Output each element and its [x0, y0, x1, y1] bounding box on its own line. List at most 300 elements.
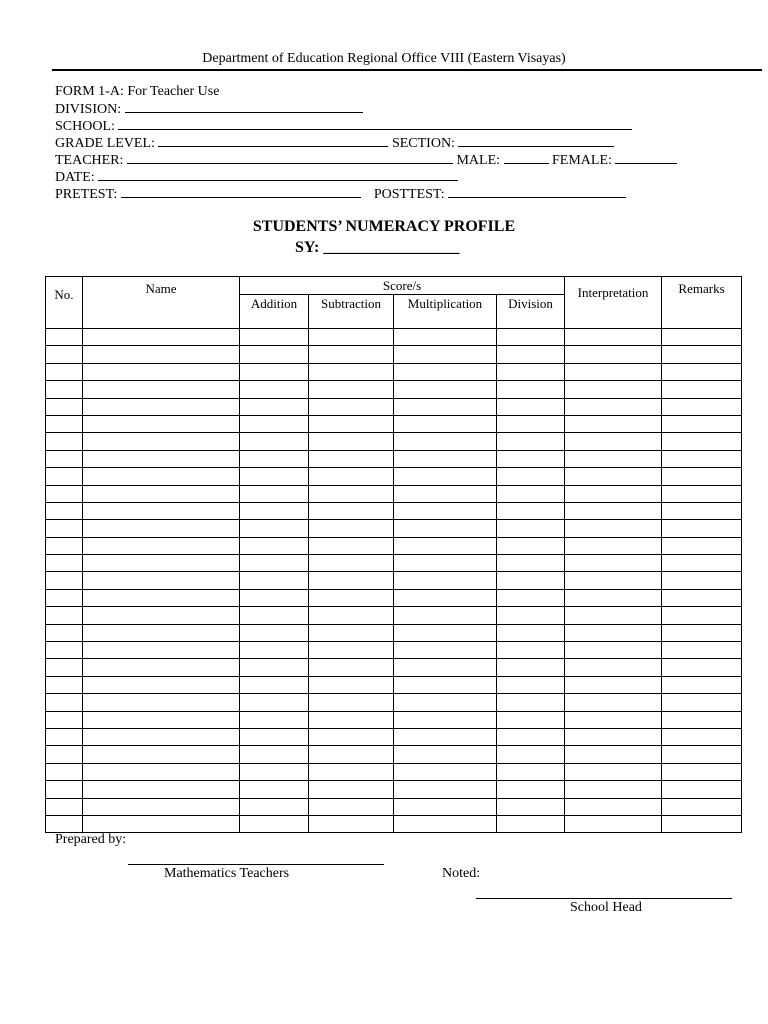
- table-cell[interactable]: [83, 676, 240, 693]
- table-cell[interactable]: [497, 624, 565, 641]
- table-cell[interactable]: [46, 624, 83, 641]
- table-row: [46, 415, 742, 432]
- table-row: [46, 763, 742, 780]
- table-cell[interactable]: [46, 728, 83, 745]
- table-cell[interactable]: [46, 815, 83, 832]
- table-cell[interactable]: [565, 381, 662, 398]
- table-cell[interactable]: [46, 607, 83, 624]
- col-header-addition: Addition: [240, 295, 309, 329]
- table-row: [46, 485, 742, 502]
- table-cell[interactable]: [309, 520, 394, 537]
- table-cell[interactable]: [565, 694, 662, 711]
- table-cell[interactable]: [565, 589, 662, 606]
- table-row: [46, 468, 742, 485]
- table-cell[interactable]: [497, 659, 565, 676]
- table-cell[interactable]: [83, 433, 240, 450]
- table-cell[interactable]: [240, 694, 309, 711]
- table-cell[interactable]: [497, 676, 565, 693]
- table-cell[interactable]: [662, 589, 742, 606]
- test-field: [55, 185, 626, 203]
- table-cell[interactable]: [309, 329, 394, 346]
- table-cell[interactable]: [565, 815, 662, 832]
- table-row: [46, 798, 742, 815]
- table-cell[interactable]: [240, 711, 309, 728]
- grade-label: GRADE LEVEL:: [55, 136, 155, 151]
- table-cell[interactable]: [46, 694, 83, 711]
- table-cell[interactable]: [240, 381, 309, 398]
- table-row: [46, 815, 742, 832]
- table-cell[interactable]: [565, 781, 662, 798]
- table-cell[interactable]: [662, 520, 742, 537]
- table-cell[interactable]: [83, 468, 240, 485]
- table-cell[interactable]: [240, 363, 309, 380]
- table-cell[interactable]: [309, 589, 394, 606]
- table-cell[interactable]: [309, 555, 394, 572]
- table-cell[interactable]: [662, 815, 742, 832]
- table-cell[interactable]: [83, 642, 240, 659]
- table-cell[interactable]: [394, 694, 497, 711]
- table-cell[interactable]: [394, 728, 497, 745]
- table-cell[interactable]: [309, 676, 394, 693]
- table-cell[interactable]: [309, 763, 394, 780]
- table-cell[interactable]: [565, 346, 662, 363]
- table-cell[interactable]: [565, 520, 662, 537]
- table-row: [46, 381, 742, 398]
- table-cell[interactable]: [662, 781, 742, 798]
- table-cell[interactable]: [394, 676, 497, 693]
- table-cell[interactable]: [83, 329, 240, 346]
- table-cell[interactable]: [309, 468, 394, 485]
- table-cell[interactable]: [565, 676, 662, 693]
- table-cell[interactable]: [394, 537, 497, 554]
- col-header-remarks: Remarks: [662, 277, 742, 329]
- table-cell[interactable]: [46, 520, 83, 537]
- table-cell[interactable]: [662, 502, 742, 519]
- table-cell[interactable]: [309, 659, 394, 676]
- table-cell[interactable]: [565, 450, 662, 467]
- table-cell[interactable]: [565, 329, 662, 346]
- col-header-no: No.: [46, 277, 83, 329]
- table-cell[interactable]: [240, 415, 309, 432]
- table-cell[interactable]: [497, 763, 565, 780]
- table-cell[interactable]: [394, 572, 497, 589]
- table-cell[interactable]: [83, 363, 240, 380]
- table-cell[interactable]: [83, 572, 240, 589]
- table-cell[interactable]: [394, 763, 497, 780]
- table-cell[interactable]: [394, 555, 497, 572]
- col-header-name: Name: [83, 277, 240, 329]
- table-cell[interactable]: [309, 624, 394, 641]
- grade-blank[interactable]: [158, 134, 388, 147]
- table-cell[interactable]: [497, 485, 565, 502]
- table-cell[interactable]: [46, 798, 83, 815]
- pretest-blank[interactable]: [121, 185, 361, 198]
- table-row: [46, 520, 742, 537]
- table-row: [46, 607, 742, 624]
- table-cell[interactable]: [83, 798, 240, 815]
- table-cell[interactable]: [309, 485, 394, 502]
- table-cell[interactable]: [46, 415, 83, 432]
- table-cell[interactable]: [240, 572, 309, 589]
- table-row: [46, 676, 742, 693]
- table-row: [46, 624, 742, 641]
- table-cell[interactable]: [394, 329, 497, 346]
- date-field: [55, 168, 458, 186]
- form-label: FORM 1-A: For Teacher Use: [55, 84, 220, 99]
- table-cell[interactable]: [394, 502, 497, 519]
- table-cell[interactable]: [565, 746, 662, 763]
- col-header-subtraction: Subtraction: [309, 295, 394, 329]
- table-cell[interactable]: [240, 485, 309, 502]
- table-row: [46, 433, 742, 450]
- table-cell[interactable]: [83, 763, 240, 780]
- table-cell[interactable]: [309, 572, 394, 589]
- table-cell[interactable]: [240, 555, 309, 572]
- table-cell[interactable]: [309, 346, 394, 363]
- section-label: SECTION:: [391, 136, 455, 151]
- table-row: [46, 642, 742, 659]
- table-cell[interactable]: [240, 624, 309, 641]
- table-cell[interactable]: [46, 763, 83, 780]
- table-cell[interactable]: [309, 363, 394, 380]
- posttest-blank[interactable]: [448, 185, 626, 198]
- table-cell[interactable]: [662, 555, 742, 572]
- table-cell[interactable]: [565, 659, 662, 676]
- table-cell[interactable]: [565, 555, 662, 572]
- table-cell[interactable]: [565, 398, 662, 415]
- table-cell[interactable]: [394, 520, 497, 537]
- table-cell[interactable]: [309, 415, 394, 432]
- table-cell[interactable]: [240, 502, 309, 519]
- table-row: [46, 398, 742, 415]
- table-cell[interactable]: [309, 711, 394, 728]
- noted-label: Noted:: [442, 866, 481, 881]
- table-cell[interactable]: [83, 537, 240, 554]
- table-cell[interactable]: [46, 329, 83, 346]
- table-cell[interactable]: [83, 694, 240, 711]
- table-cell[interactable]: [565, 763, 662, 780]
- table-cell[interactable]: [662, 329, 742, 346]
- table-row: [46, 711, 742, 728]
- table-cell[interactable]: [394, 659, 497, 676]
- table-cell[interactable]: [662, 711, 742, 728]
- table-cell[interactable]: [394, 381, 497, 398]
- table-cell[interactable]: [565, 572, 662, 589]
- table-cell[interactable]: [497, 555, 565, 572]
- female-label: FEMALE:: [552, 153, 612, 168]
- table-row: [46, 329, 742, 346]
- table-cell[interactable]: [309, 746, 394, 763]
- table-cell[interactable]: [662, 468, 742, 485]
- table-cell[interactable]: [309, 537, 394, 554]
- table-cell[interactable]: [565, 433, 662, 450]
- table-cell[interactable]: [309, 398, 394, 415]
- table-cell[interactable]: [394, 589, 497, 606]
- table-cell[interactable]: [240, 433, 309, 450]
- table-cell[interactable]: [309, 450, 394, 467]
- table-cell[interactable]: [46, 502, 83, 519]
- teacher-signature-line[interactable]: [128, 864, 384, 865]
- table-cell[interactable]: [240, 468, 309, 485]
- table-row: [46, 746, 742, 763]
- table-cell[interactable]: [394, 711, 497, 728]
- table-cell[interactable]: [309, 694, 394, 711]
- school-head-label: School Head: [570, 900, 642, 915]
- table-cell[interactable]: [497, 415, 565, 432]
- table-row: [46, 589, 742, 606]
- table-row: [46, 781, 742, 798]
- table-cell[interactable]: [394, 433, 497, 450]
- office-header: Department of Education Regional Office VIII (Eastern Visayas): [202, 51, 566, 66]
- table-cell[interactable]: [83, 502, 240, 519]
- table-cell[interactable]: [83, 607, 240, 624]
- table-cell[interactable]: [662, 694, 742, 711]
- pretest-label: PRETEST:: [55, 187, 118, 202]
- date-blank[interactable]: [98, 168, 458, 181]
- table-row: [46, 659, 742, 676]
- table-cell[interactable]: [394, 798, 497, 815]
- table-cell[interactable]: [565, 798, 662, 815]
- table-cell[interactable]: [565, 502, 662, 519]
- male-blank[interactable]: [504, 151, 549, 164]
- table-cell[interactable]: [46, 450, 83, 467]
- table-cell[interactable]: [497, 381, 565, 398]
- table-cell[interactable]: [497, 520, 565, 537]
- table-cell[interactable]: [46, 468, 83, 485]
- table-cell[interactable]: [46, 659, 83, 676]
- table-cell[interactable]: [240, 537, 309, 554]
- table-cell[interactable]: [309, 607, 394, 624]
- table-cell[interactable]: [662, 763, 742, 780]
- table-cell[interactable]: [497, 589, 565, 606]
- table-cell[interactable]: [565, 728, 662, 745]
- table-cell[interactable]: [46, 398, 83, 415]
- table-cell[interactable]: [83, 555, 240, 572]
- table-cell[interactable]: [565, 624, 662, 641]
- table-cell[interactable]: [497, 781, 565, 798]
- table-cell[interactable]: [83, 415, 240, 432]
- table-cell[interactable]: [309, 798, 394, 815]
- table-cell[interactable]: [662, 537, 742, 554]
- table-cell[interactable]: [394, 815, 497, 832]
- table-cell[interactable]: [309, 502, 394, 519]
- table-cell[interactable]: [240, 728, 309, 745]
- table-cell[interactable]: [83, 711, 240, 728]
- table-cell[interactable]: [240, 642, 309, 659]
- table-cell[interactable]: [240, 398, 309, 415]
- table-cell[interactable]: [394, 624, 497, 641]
- table-cell[interactable]: [240, 798, 309, 815]
- table-cell[interactable]: [497, 746, 565, 763]
- table-cell[interactable]: [240, 746, 309, 763]
- table-row: [46, 502, 742, 519]
- table-cell[interactable]: [240, 520, 309, 537]
- table-cell[interactable]: [565, 485, 662, 502]
- table-cell[interactable]: [394, 607, 497, 624]
- table-cell[interactable]: [662, 363, 742, 380]
- table-cell[interactable]: [394, 363, 497, 380]
- school-field: [55, 117, 632, 135]
- table-cell[interactable]: [46, 642, 83, 659]
- table-cell[interactable]: [662, 659, 742, 676]
- table-cell[interactable]: [662, 450, 742, 467]
- table-cell[interactable]: [83, 781, 240, 798]
- table-cell[interactable]: [497, 346, 565, 363]
- table-cell[interactable]: [497, 572, 565, 589]
- table-cell[interactable]: [240, 815, 309, 832]
- table-cell[interactable]: [394, 398, 497, 415]
- table-cell[interactable]: [497, 363, 565, 380]
- table-cell[interactable]: [662, 346, 742, 363]
- table-cell[interactable]: [394, 642, 497, 659]
- table-row: [46, 555, 742, 572]
- table-cell[interactable]: [497, 694, 565, 711]
- table-cell[interactable]: [46, 746, 83, 763]
- table-cell[interactable]: [662, 572, 742, 589]
- table-cell[interactable]: [662, 398, 742, 415]
- table-cell[interactable]: [83, 589, 240, 606]
- table-cell[interactable]: [662, 607, 742, 624]
- table-row: [46, 572, 742, 589]
- header-divider: [52, 69, 762, 71]
- numeracy-table: [45, 276, 742, 833]
- table-cell[interactable]: [662, 624, 742, 641]
- table-cell[interactable]: [565, 642, 662, 659]
- table-cell[interactable]: [83, 746, 240, 763]
- table-cell[interactable]: [565, 537, 662, 554]
- table-cell[interactable]: [240, 450, 309, 467]
- date-label: DATE:: [55, 170, 95, 185]
- table-cell[interactable]: [240, 676, 309, 693]
- teacher-field: [55, 151, 677, 169]
- table-cell[interactable]: [497, 642, 565, 659]
- table-cell[interactable]: [394, 468, 497, 485]
- table-cell[interactable]: [565, 607, 662, 624]
- table-cell[interactable]: [46, 711, 83, 728]
- table-cell[interactable]: [497, 798, 565, 815]
- table-cell[interactable]: [394, 415, 497, 432]
- table-cell[interactable]: [497, 815, 565, 832]
- col-header-scores: Score/s: [240, 277, 565, 295]
- table-cell[interactable]: [662, 642, 742, 659]
- table-body: [46, 329, 742, 833]
- table-cell[interactable]: [309, 728, 394, 745]
- table-cell[interactable]: [83, 624, 240, 641]
- table-cell[interactable]: [309, 642, 394, 659]
- table-cell[interactable]: [240, 346, 309, 363]
- table-cell[interactable]: [662, 381, 742, 398]
- table-cell[interactable]: [662, 676, 742, 693]
- table-cell[interactable]: [46, 555, 83, 572]
- table-cell[interactable]: [565, 363, 662, 380]
- table-cell[interactable]: [394, 485, 497, 502]
- table-row: [46, 363, 742, 380]
- table-cell[interactable]: [497, 607, 565, 624]
- table-cell[interactable]: [46, 537, 83, 554]
- table-cell[interactable]: [394, 746, 497, 763]
- section-blank[interactable]: [458, 134, 614, 147]
- page-title: STUDENTS’ NUMERACY PROFILE: [252, 218, 516, 235]
- table-cell[interactable]: [46, 363, 83, 380]
- table-cell[interactable]: [565, 711, 662, 728]
- table-cell[interactable]: [662, 746, 742, 763]
- table-cell[interactable]: [497, 468, 565, 485]
- table-cell[interactable]: [662, 433, 742, 450]
- table-cell[interactable]: [83, 485, 240, 502]
- table-cell[interactable]: [497, 728, 565, 745]
- table-cell[interactable]: [497, 433, 565, 450]
- table-cell[interactable]: [240, 659, 309, 676]
- table-cell[interactable]: [240, 763, 309, 780]
- head-signature-line[interactable]: [476, 898, 732, 899]
- table-row: [46, 728, 742, 745]
- table-cell[interactable]: [662, 728, 742, 745]
- table-cell[interactable]: [46, 781, 83, 798]
- table-cell[interactable]: [46, 381, 83, 398]
- table-cell[interactable]: [497, 711, 565, 728]
- table-cell[interactable]: [46, 589, 83, 606]
- table-cell[interactable]: [83, 728, 240, 745]
- table-cell[interactable]: [46, 572, 83, 589]
- table-row: [46, 450, 742, 467]
- table-cell[interactable]: [662, 798, 742, 815]
- table-cell[interactable]: [83, 520, 240, 537]
- table-cell[interactable]: [497, 450, 565, 467]
- table-cell[interactable]: [662, 415, 742, 432]
- table-cell[interactable]: [46, 433, 83, 450]
- col-header-interpretation: Interpretation: [565, 277, 662, 329]
- posttest-label: POSTTEST:: [373, 187, 445, 202]
- teacher-blank[interactable]: [127, 151, 453, 164]
- table-cell[interactable]: [497, 537, 565, 554]
- school-blank[interactable]: [118, 117, 632, 130]
- col-header-multiplication: Multiplication: [394, 295, 497, 329]
- table-cell[interactable]: [240, 781, 309, 798]
- division-blank[interactable]: [125, 100, 363, 113]
- table-cell[interactable]: [497, 502, 565, 519]
- table-cell[interactable]: [83, 381, 240, 398]
- table-cell[interactable]: [565, 468, 662, 485]
- table-row: [46, 537, 742, 554]
- table-cell[interactable]: [240, 607, 309, 624]
- table-cell[interactable]: [83, 346, 240, 363]
- table-cell[interactable]: [394, 346, 497, 363]
- table-cell[interactable]: [497, 329, 565, 346]
- table-cell[interactable]: [309, 433, 394, 450]
- table-cell[interactable]: [83, 398, 240, 415]
- table-cell[interactable]: [240, 589, 309, 606]
- table-cell[interactable]: [497, 398, 565, 415]
- prepared-by-label: Prepared by:: [55, 832, 127, 847]
- table-cell[interactable]: [46, 346, 83, 363]
- table-cell[interactable]: [83, 450, 240, 467]
- table-cell[interactable]: [83, 659, 240, 676]
- table-row: [46, 346, 742, 363]
- female-blank[interactable]: [615, 151, 677, 164]
- table-cell[interactable]: [46, 676, 83, 693]
- table-cell[interactable]: [309, 781, 394, 798]
- table-cell[interactable]: [309, 815, 394, 832]
- table-cell[interactable]: [46, 485, 83, 502]
- table-cell[interactable]: [240, 329, 309, 346]
- table-cell[interactable]: [394, 450, 497, 467]
- division-label: DIVISION:: [55, 102, 122, 117]
- table-cell[interactable]: [662, 485, 742, 502]
- table-cell[interactable]: [565, 415, 662, 432]
- table-cell[interactable]: [83, 815, 240, 832]
- table-cell[interactable]: [309, 381, 394, 398]
- table-cell[interactable]: [394, 781, 497, 798]
